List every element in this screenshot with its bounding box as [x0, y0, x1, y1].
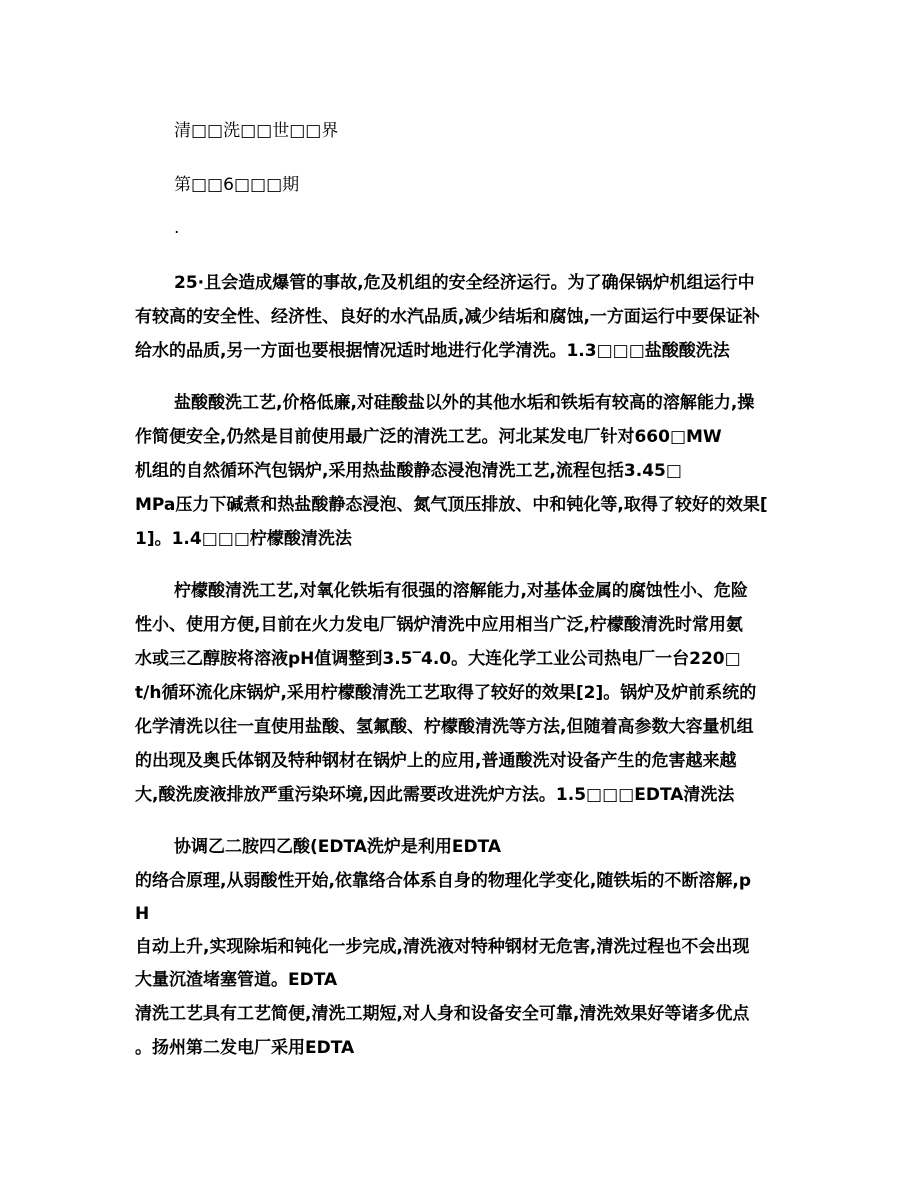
paragraph-line: 清洗工艺具有工艺简便,清洗工期短,对人身和设备安全可靠,清洗效果好等诸多优点: [135, 1004, 750, 1024]
paragraph-line: 1]。1.4□□□柠檬酸清洗法: [135, 529, 352, 549]
paragraph-line: 性小、使用方便,目前在火力发电厂锅炉清洗中应用相当广泛,柠檬酸清洗时常用氨: [135, 615, 743, 635]
paragraph-line: 化学清洗以往一直使用盐酸、氢氟酸、柠檬酸清洗等方法,但随着高参数大容量机组: [135, 717, 754, 737]
paragraph-line: t/h循环流化床锅炉,采用柠檬酸清洗工艺取得了较好的效果[2]。锅炉及炉前系统的: [135, 683, 757, 703]
paragraph-line: 盐酸酸洗工艺,价格低廉,对硅酸盐以外的其他水垢和铁垢有较高的溶解能力,操: [174, 393, 755, 413]
paragraph-line: H: [135, 904, 150, 924]
paragraph-line: 大量沉渣堵塞管道。EDTA: [135, 970, 338, 990]
paragraph-line: 有较高的安全性、经济性、良好的水汽品质,减少结垢和腐蚀,一方面运行中要保证补: [135, 307, 760, 327]
paragraph-line: MPa压力下碱煮和热盐酸静态浸泡、氮气顶压排放、中和钝化等,取得了较好的效果[: [135, 495, 768, 515]
journal-title: 清□□洗□□世□□界: [174, 121, 339, 141]
issue-number: 第□□6□□□期: [174, 175, 300, 195]
paragraph-line: 自动上升,实现除垢和钝化一步完成,清洗液对特种钢材无危害,清洗过程也不会出现: [135, 937, 750, 957]
paragraph-line: 水或三乙醇胺将溶液pH值调整到3.5‾4.0。大连化学工业公司热电厂一台220□: [135, 649, 741, 669]
paragraph-line: 协调乙二胺四乙酸(EDTA洗炉是利用EDTA: [174, 837, 502, 857]
paragraph-line: 机组的自然循环汽包锅炉,采用热盐酸静态浸泡清洗工艺,流程包括3.45□: [135, 461, 682, 481]
paragraph-line: 大,酸洗废液排放严重污染环境,因此需要改进洗炉方法。1.5□□□EDTA清洗法: [135, 785, 735, 805]
header-dot: ·: [174, 223, 180, 243]
paragraph-line: 柠檬酸清洗工艺,对氧化铁垢有很强的溶解能力,对基体金属的腐蚀性小、危险: [174, 581, 748, 601]
paragraph-line: 给水的品质,另一方面也要根据情况适时地进行化学清洗。1.3□□□盐酸酸洗法: [135, 341, 730, 361]
paragraph-line: 的络合原理,从弱酸性开始,依靠络合体系自身的物理化学变化,随铁垢的不断溶解,p: [135, 871, 751, 891]
paragraph-line: 25·且会造成爆管的事故,危及机组的安全经济运行。为了确保锅炉机组运行中: [174, 273, 755, 293]
paragraph-line: 的出现及奥氏体钢及特种钢材在锅炉上的应用,普通酸洗对设备产生的危害越来越: [135, 751, 737, 771]
paragraph-line: 。扬州第二发电厂采用EDTA: [135, 1038, 355, 1058]
paragraph-line: 作简便安全,仍然是目前使用最广泛的清洗工艺。河北某发电厂针对660□MW: [135, 427, 722, 447]
